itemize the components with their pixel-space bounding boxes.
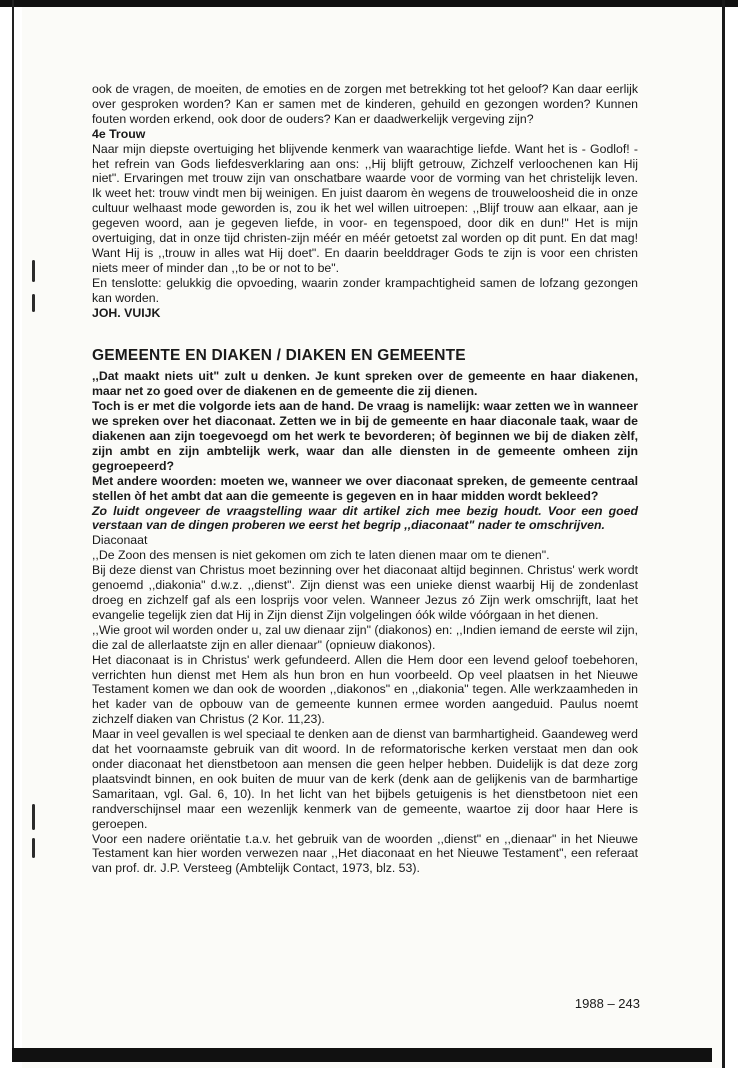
binding-mark — [32, 838, 35, 858]
paragraph: Maar in veel gevallen is wel speciaal te denken aan de dienst van barmhartigheid. Gaandeweg werd dat het voornaamste gebruik van dit woord. In de reformatorische kerken verstaat men dan ook onder diaconaat het dienstbetoon aan mensen die geen helper hebben. Duidelijk is dat deze zorg plaatsvindt binnen, en ook buiten de muur van de kerk (denk aan de gelijkenis van de barmhartige Samaritaan, vgl. Gal. 6, 10). In het licht van het bijbels getuigenis is het dienstbetoon niet een randverschijnsel maar een wezenlijk kenmerk van de gemeente, waartoe zij door haar Here is geroepen. — [92, 727, 638, 831]
paragraph: Het diaconaat is in Christus' werk gefundeerd. Allen die Hem door een levend geloof toebehoren, verrichten hun dienst met Hem als hun bron en hun voorbeeld. Op veel plaatsen in het Nieuwe Testament komen we dan ook de woorden ,,diakonos" en ,,diakonia" tegen. Alle werkzaamheden in het kader van de opbouw van de gemeente kunnen ermee worden aangeduid. Paulus noemt zichzelf diaken van Christus (2 Kor. 11,23). — [92, 652, 638, 727]
paragraph: Bij deze dienst van Christus moet bezinning over het diaconaat altijd beginnen. Christus' werk wordt genoemd ,,diakonia" d.w.z. ,,dienst". Zijn dienst was een unieke dienst waarbij Hij de zondenlast droeg en zichzelf gaf als een losprijs voor velen. Wanneer Jezus zó Zijn werk omschrijft, laat het evangelie tegelijk zien dat Hij in Zijn dienst Zijn volgelingen óók wilde vóórgaan in het dienen. — [92, 563, 638, 622]
paragraph: ,,De Zoon des mensen is niet gekomen om zich te laten dienen maar om te dienen". — [92, 548, 550, 563]
section-heading: 4e Trouw — [92, 126, 146, 141]
binding-mark — [32, 294, 35, 312]
scan-top-border — [0, 0, 738, 7]
scan-bottom-border — [12, 1048, 712, 1062]
subheading: Diaconaat — [92, 533, 148, 548]
binding-mark — [32, 260, 35, 282]
article-title: GEMEENTE EN DIAKEN / DIAKEN EN GEMEENTE — [92, 346, 466, 364]
scan-left-edge — [12, 0, 14, 1050]
scan-right-border — [722, 0, 725, 1068]
author-signature: JOH. VUIJK — [92, 305, 161, 320]
intro-paragraph: ,,Dat maakt niets uit" zult u denken. Je kunt spreken over de gemeente en haar diakenen, maar net zo goed over de diakenen en de gemeente die zij dienen. — [92, 369, 638, 399]
intro-paragraph: Toch is er met die volgorde iets aan de hand. De vraag is namelijk: waar zetten we ìn wanneer we spreken over het diaconaat. Zetten we in bij de gemeente en haar diaconale taak, waar de diakenen aan zijn toegevoegd om het werk te bevorderen; òf beginnen we bij de diaken zèlf, zijn ambt en zijn ambtelijk werk, waar dan alle diensten in de gemeente omheen zijn gegroepeerd? — [92, 399, 638, 473]
page-content — [92, 82, 638, 876]
paragraph: ook de vragen, de moeiten, de emoties en de zorgen met betrekking tot het geloof? Kan daar eerlijk over gesproken worden? Kan er samen met de kinderen, gehuild en gezongen worden? Kunnen fouten worden erkend, ook door de ouders? Kan er daadwerkelijk vergeving zijn? — [92, 82, 638, 126]
intro-paragraph: Zo luidt ongeveer de vraagstelling waar dit artikel zich mee bezig houdt. Voor een goed verstaan van de dingen proberen we eerst het begrip ,,diaconaat" nader te omschrijven. — [92, 503, 638, 533]
binding-mark — [32, 804, 35, 830]
paragraph: Voor een nadere oriëntatie t.a.v. het gebruik van de woorden ,,dienst" en ,,dienaar" in het Nieuwe Testament kan hier worden verwezen naar ,,Het diaconaat en het Nieuwe Testament", een referaat van prof. dr. J.P. Versteeg (Ambtelijk Contact, 1973, blz. 53). — [92, 831, 638, 876]
paragraph: En tenslotte: gelukkig die opvoeding, waarin zonder krampachtigheid samen de lofzang gezongen kan worden. — [92, 275, 638, 305]
intro-paragraph: Met andere woorden: moeten we, wanneer we over diaconaat spreken, de gemeente centraal stellen òf het ambt dat aan die gemeente is gegeven en in haar midden wordt bekleed? — [92, 473, 638, 503]
paragraph: Naar mijn diepste overtuiging het blijvende kenmerk van waarachtige liefde. Want het is - Godlof! - het refrein van Gods liefdesverklaring aan ons: ,,Hij blijft getrouw, Zichzelf verloochenen kan Hij niet". Ervaringen met trouw zijn van onschatbare waarde voor de vorming van het christelijk leven. Ik weet het: trouw vindt men bij weinigen. En juist daarom èn wegens de trouweloosheid die in onze cultuur welhaast mode geworden is, zou ik het wel willen uitroepen: ,,Blijf trouw aan elkaar, aan je gegeven woord, aan je gegeven liefde, in voor- en tegenspoed, door dik en dun!" Het is mijn overtuiging, dat in onze tijd christen-zijn méér en méér getoetst zal worden op dit punt. En dat mag! Want Hij is ,,trouw in alles wat Hij doet". En daarin beelddrager Gods te zijn is voor een christen niets meer of minder dan ,,to be or not to be". — [92, 141, 638, 275]
paragraph: ,,Wie groot wil worden onder u, zal uw dienaar zijn" (diakonos) en: ,,Indien iemand de eerste wil zijn, die zal de allerlaatste zijn en aller dienaar" (opnieuw diakonos). — [92, 622, 638, 652]
page-number: 1988 – 243 — [574, 996, 640, 1011]
